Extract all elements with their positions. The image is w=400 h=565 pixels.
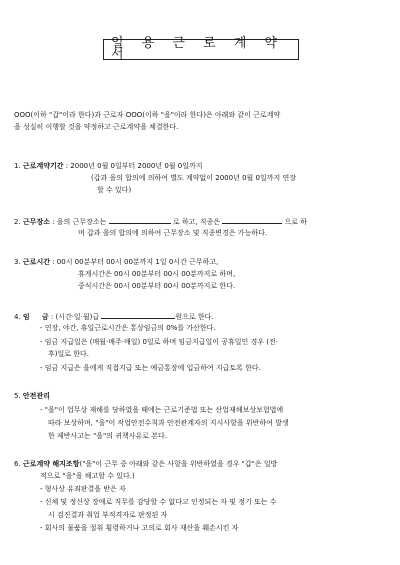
section-5-line-3: 한 제반사고는 "을"의 귀책사유로 본다.: [48, 432, 167, 440]
section-3-header: [14, 257, 218, 268]
section-5-heading: 안전관리: [22, 392, 50, 400]
section-6-bullet-3: - 회사의 물품을 절취 횡령하거나 고의로 회사 재산을 훼손시킨 자: [40, 524, 239, 532]
section-4-line-1b: 원으로 한다.: [175, 313, 214, 321]
section-4-line-1a: : (시간·일·월)급: [48, 313, 100, 321]
section-1-line-1: : 2000년 0월 0일부터 2000년 0월 0일까지: [63, 162, 203, 170]
section-6-line-1: ("을"이 근무 중 아래와 같은 사항을 위반하였을 경우 "갑"은 일방: [79, 460, 278, 468]
section-2-heading: 근무장소: [22, 218, 50, 226]
section-6-bullet-2a: - 신체 및 정신상 장애로 직무를 감당할 수 없다고 인정되는 자 및 정기 또는 수: [40, 498, 277, 506]
section-2-line-2: 며 갑과 을의 합의에 의하여 근무장소 및 직종변경은 가능하다.: [78, 229, 268, 237]
section-3-number: 3.: [14, 258, 21, 266]
section-6-bullet-2b: 시 검진결과 취업 부적격자로 판정된 자: [48, 511, 168, 519]
section-4-number: 4.: [14, 313, 21, 321]
section-6-bullet-1: - 형사상 유죄판결을 받은 자: [40, 485, 126, 493]
section-4-header: [14, 311, 214, 323]
section-6-header: [14, 459, 277, 470]
document-title-box: [103, 36, 299, 62]
section-3-heading: 근로시간: [22, 258, 50, 266]
wage-amount-blank[interactable]: [101, 311, 175, 319]
section-4-bullet-3: - 임금 지급은 을에게 직접지급 또는 예금통장에 입금하여 지급토록 한다.: [40, 364, 261, 372]
section-1-line-2: (갑과 을의 합의에 의하여 별도 계약없이 2000년 0월 0일까지 연장: [91, 174, 297, 182]
section-6-number: 6.: [14, 460, 21, 468]
section-5-line-2: 따라 보상하며, "을"이 작업안전수칙과 안전관계자의 지시사항을 위반하여 발생: [48, 419, 289, 427]
section-5-header: [14, 391, 50, 402]
section-3-line-1: : 00시 00분부터 00시 00분까지 1일 0시간 근무하고,: [49, 258, 219, 266]
section-6-heading: 근로계약 해지조항: [22, 460, 80, 468]
section-4-bullet-1: - 연장, 야간, 휴일근로시간은 통상임금의 0%를 가산한다.: [40, 324, 216, 332]
section-5-number: 5.: [14, 392, 21, 400]
section-3-line-2: 휴게시간은 00시 00분부터 00시 00분까지로 하며,: [78, 270, 236, 278]
job-type-blank[interactable]: [222, 216, 282, 224]
section-1-heading: 근로계약기간: [22, 162, 64, 170]
section-2-line-1a: : 을의 근무장소는: [49, 218, 107, 226]
section-3-line-3: 중식시간은 00시 00분부터 00시 00분까지로 한다.: [78, 282, 236, 290]
section-4-bullet-2b: 후)일로 한다.: [48, 350, 89, 358]
section-4-heading: 임 금: [22, 313, 49, 321]
workplace-blank[interactable]: [109, 216, 171, 224]
intro-line-1: OOO(이하 "갑"이라 한다)과 근로자 OOO(이하 "을"이라 한다)은 아래와 같이 근로계약: [14, 111, 281, 119]
section-4-bullet-2a: - 임금 지급일은 (매월·매주·매일) 0일로 하며 임금지급일이 공휴일인 경우 (전·: [40, 338, 278, 346]
intro-line-2: 을 성실히 이행할 것을 약정하고 근로계약을 체결한다.: [14, 123, 179, 131]
section-2-line-1b: 로 하고, 직종은: [172, 218, 221, 226]
section-2-number: 2.: [14, 218, 21, 226]
section-1-header: [14, 161, 203, 172]
section-2-header: [14, 216, 307, 228]
section-2-line-1c: 으로 하: [284, 218, 308, 226]
section-5-line-1: - "을"이 업무상 재해를 당하였을 때에는 근로기준법 또는 산업재해보상보험법에: [40, 406, 284, 414]
document-title: 일 용 근 로 계 약 서: [111, 36, 285, 62]
section-1-number: 1.: [14, 162, 21, 170]
section-1-line-3: 할 수 있다): [97, 186, 132, 194]
section-6-line-2: 적으로 "을"을 해고할 수 있다.): [40, 472, 135, 480]
